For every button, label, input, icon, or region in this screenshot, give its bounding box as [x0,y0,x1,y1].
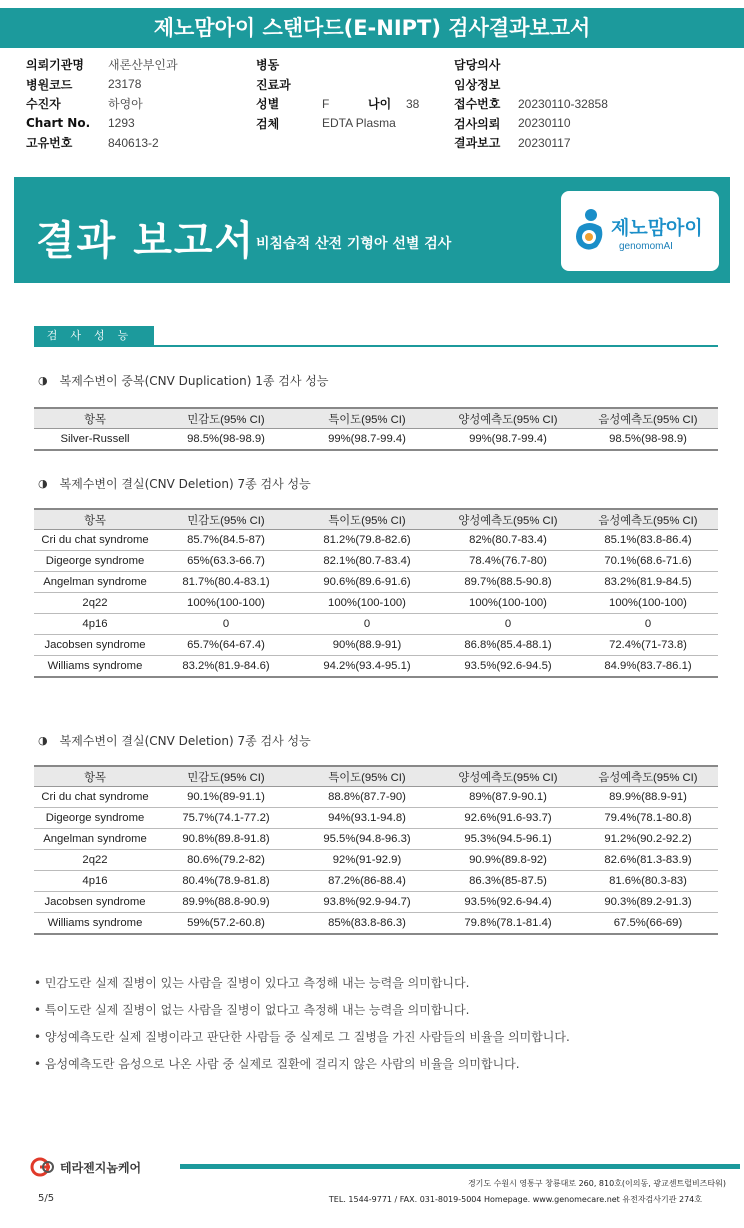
cell: 80.6%(79.2-82) [156,850,296,871]
cell: 79.8%(78.1-81.4) [438,913,578,935]
cell: 80.4%(78.9-81.8) [156,871,296,892]
note-text: 민감도란 실제 질병이 있는 사람을 질병이 있다고 측정해 내는 능력을 의미합니다. [44,976,470,990]
half-circle-icon: ◑ [38,734,48,747]
note-item: • 특이도란 실제 질병이 없는 사람을 질병이 없다고 측정해 내는 능력을 의미합니다. [34,1003,470,1017]
company-name: 테라젠지놈케어 [60,1160,142,1175]
cell: 4p16 [34,614,156,635]
info-label: 검사의뢰 [454,116,501,131]
table-row [34,850,718,871]
header-cell: 민감도(95% CI) [156,509,296,530]
cell: 70.1%(68.6-71.6) [578,551,718,572]
cell: 72.4%(71-73.8) [578,635,718,656]
cell: 89.9%(88.9-91) [578,787,718,808]
cell: 82%(80.7-83.4) [438,530,578,551]
note-text: 음성예측도란 음성으로 나온 사람 중 실제로 질환에 걸리지 않은 사람의 비율을 의미합니다. [44,1057,520,1071]
info-value: 20230110-32858 [518,96,608,111]
cell: 98.5%(98-98.9) [156,429,296,451]
info-value: 새론산부인과 [108,58,178,73]
info-label: 임상정보 [454,77,501,92]
cell: Digeorge syndrome [34,551,156,572]
performance-table-deletion-2 [34,765,718,935]
footer-contact: TEL. 1544-9771 / FAX. 031-8019-5004 Homepage. www.genomecare.net 유전자검사기관 274호 [328,1195,702,1204]
cell: Cri du chat syndrome [34,530,156,551]
table-row [34,635,718,656]
cell: 98.5%(98-98.9) [578,429,718,451]
info-col-1 [26,55,178,153]
table-row [34,787,718,808]
info-label: 접수번호 [454,97,501,112]
cell: 100%(100-100) [296,593,438,614]
cell: 0 [438,614,578,635]
info-label: 고유번호 [26,136,73,151]
info-value: 840613-2 [108,135,159,150]
cell: 90.3%(89.2-91.3) [578,892,718,913]
cell: 88.8%(87.7-90) [296,787,438,808]
cell: 89.9%(88.8-90.9) [156,892,296,913]
header-cell: 음성예측도(95% CI) [578,408,718,429]
cell: 90.8%(89.8-91.8) [156,829,296,850]
note-item: • 양성예측도란 실제 질병이라고 판단한 사람들 중 실제로 그 질병을 가진 사람들의 비율을 의미합니다. [34,1030,570,1044]
note-text: 양성예측도란 실제 질병이라고 판단한 사람들 중 실제로 그 질병을 가진 사람들의 비율을 의미합니다. [44,1030,570,1044]
table-header-row [34,408,718,429]
cell: 89.7%(88.5-90.8) [438,572,578,593]
info-value-age: 38 [406,96,420,111]
table-row [34,829,718,850]
cell: 94.2%(93.4-95.1) [296,656,438,678]
cell: 81.2%(79.8-82.6) [296,530,438,551]
header-cell: 항목 [34,509,156,530]
header-cell: 양성예측도(95% CI) [438,408,578,429]
table-title-text: 복제수변이 중복(CNV Duplication) 1종 검사 성능 [59,374,329,388]
info-label: 결과보고 [454,136,501,151]
cell: 95.3%(94.5-96.1) [438,829,578,850]
cell: 91.2%(90.2-92.2) [578,829,718,850]
info-label: Chart No. [26,116,91,131]
cell: 86.8%(85.4-88.1) [438,635,578,656]
cell: 81.6%(80.3-83) [578,871,718,892]
cell: 83.2%(81.9-84.6) [156,656,296,678]
cell: 65.7%(64-67.4) [156,635,296,656]
info-value: 23178 [108,77,142,92]
definition-notes [34,974,570,1082]
page-number: 5/5 [38,1193,55,1204]
info-value: 하영아 [108,97,143,112]
header-cell: 양성예측도(95% CI) [438,766,578,787]
cell: 89%(87.9-90.1) [438,787,578,808]
table-row [34,656,718,678]
company-logo-icon [30,1157,56,1177]
cell: 78.4%(76.7-80) [438,551,578,572]
header-cell: 특이도(95% CI) [296,766,438,787]
cell: 99%(98.7-99.4) [296,429,438,451]
cell: 85.7%(84.5-87) [156,530,296,551]
banner-subtitle: 비침습적 산전 기형아 선별 검사 [256,236,452,252]
table-title [38,372,328,389]
cell: 90.9%(89.8-92) [438,850,578,871]
cell: 100%(100-100) [438,593,578,614]
cell: 0 [156,614,296,635]
info-value-specimen: EDTA Plasma [322,116,396,131]
cell: Angelman syndrome [34,829,156,850]
cell: 0 [296,614,438,635]
half-circle-icon: ◑ [38,477,48,490]
cell: 94%(93.1-94.8) [296,808,438,829]
table-row [34,572,718,593]
info-label: 병원코드 [26,77,73,92]
report-title: 제노맘아이 스탠다드(E-NIPT) 검사결과보고서 [0,8,744,48]
note-item: • 음성예측도란 음성으로 나온 사람 중 실제로 질환에 걸리지 않은 사람의 비율을 의미합니다. [34,1057,520,1071]
info-col-3 [454,55,608,153]
footer-divider [180,1164,740,1169]
table-row [34,551,718,572]
table-title [38,475,311,492]
header-cell: 음성예측도(95% CI) [578,766,718,787]
table-row [34,429,718,451]
info-value: 1293 [108,116,135,131]
info-label: 담당의사 [454,58,501,73]
info-col-2 [256,55,419,133]
cell: Cri du chat syndrome [34,787,156,808]
cell: 85%(83.8-86.3) [296,913,438,935]
cell: 4p16 [34,871,156,892]
cell: 59%(57.2-60.8) [156,913,296,935]
performance-table-duplication [34,407,718,451]
cell: Angelman syndrome [34,572,156,593]
cell: 90%(88.9-91) [296,635,438,656]
header-cell: 음성예측도(95% CI) [578,509,718,530]
header-cell: 항목 [34,766,156,787]
table-header-row [34,509,718,530]
cell: 86.3%(85-87.5) [438,871,578,892]
cell: 65%(63.3-66.7) [156,551,296,572]
table-title [38,732,311,749]
cell: Jacobsen syndrome [34,635,156,656]
cell: 92.6%(91.6-93.7) [438,808,578,829]
info-label-specimen: 검체 [256,116,280,131]
cell: 100%(100-100) [156,593,296,614]
header-cell: 양성예측도(95% CI) [438,509,578,530]
table-row [34,593,718,614]
cell: 75.7%(74.1-77.2) [156,808,296,829]
cell: 2q22 [34,593,156,614]
table-row [34,892,718,913]
info-label-age: 나이 [368,97,392,112]
cell: Williams syndrome [34,656,156,678]
cell: 85.1%(83.8-86.4) [578,530,718,551]
cell: 84.9%(83.7-86.1) [578,656,718,678]
table-row [34,871,718,892]
cell: 99%(98.7-99.4) [438,429,578,451]
cell: 90.1%(89-91.1) [156,787,296,808]
table-row [34,614,718,635]
table-row [34,530,718,551]
cell: 100%(100-100) [578,593,718,614]
info-label: 의뢰기관명 [26,58,84,73]
header-cell: 민감도(95% CI) [156,408,296,429]
logo-text-ko: 제노맘아이 [611,217,703,239]
header-cell: 민감도(95% CI) [156,766,296,787]
info-value-sex: F [322,96,330,111]
info-label: 수진자 [26,97,61,112]
performance-table-deletion-1 [34,508,718,678]
cell: 79.4%(78.1-80.8) [578,808,718,829]
cell: 81.7%(80.4-83.1) [156,572,296,593]
cell: 82.1%(80.7-83.4) [296,551,438,572]
table-title-text: 복제수변이 결실(CNV Deletion) 7종 검사 성능 [59,477,311,491]
cell: 83.2%(81.9-84.5) [578,572,718,593]
note-text: 특이도란 실제 질병이 없는 사람을 질병이 없다고 측정해 내는 능력을 의미합니다. [44,1003,470,1017]
header-cell: 항목 [34,408,156,429]
brand-logo [561,191,719,271]
info-label-dept: 진료과 [256,77,291,92]
mother-baby-icon [571,207,607,253]
info-label-sex: 성별 [256,97,280,112]
note-item: • 민감도란 실제 질병이 있는 사람을 질병이 있다고 측정해 내는 능력을 의미합니다. [34,976,470,990]
cell: Williams syndrome [34,913,156,935]
half-circle-icon: ◑ [38,374,48,387]
cell: 82.6%(81.3-83.9) [578,850,718,871]
cell: 95.5%(94.8-96.3) [296,829,438,850]
cell: 2q22 [34,850,156,871]
footer-address: 경기도 수원시 영통구 창룡대로 260, 810호(이의동, 광교센트럴비즈타워) [467,1179,726,1188]
cell: 92%(91-92.9) [296,850,438,871]
info-label-ward: 병동 [256,58,280,73]
logo-text-en: genomomAI [619,241,673,252]
header-cell: 특이도(95% CI) [296,408,438,429]
table-title-text: 복제수변이 결실(CNV Deletion) 7종 검사 성능 [59,734,311,748]
cell: 0 [578,614,718,635]
cell: Silver-Russell [34,429,156,451]
cell: 93.5%(92.6-94.4) [438,892,578,913]
section-tab-performance: 검사성능 [34,326,154,346]
banner-title: 결과 보고서 [36,218,256,264]
table-row [34,808,718,829]
table-header-row [34,766,718,787]
company-logo [30,1157,141,1177]
section-divider [34,345,718,347]
cell: 90.6%(89.6-91.6) [296,572,438,593]
table-row [34,913,718,935]
info-value: 20230117 [518,135,571,150]
header-cell: 특이도(95% CI) [296,509,438,530]
cell: 67.5%(66-69) [578,913,718,935]
cell: 93.5%(92.6-94.5) [438,656,578,678]
cell: 87.2%(86-88.4) [296,871,438,892]
cell: 93.8%(92.9-94.7) [296,892,438,913]
info-value: 20230110 [518,116,571,131]
result-banner [14,177,730,283]
cell: Digeorge syndrome [34,808,156,829]
cell: Jacobsen syndrome [34,892,156,913]
